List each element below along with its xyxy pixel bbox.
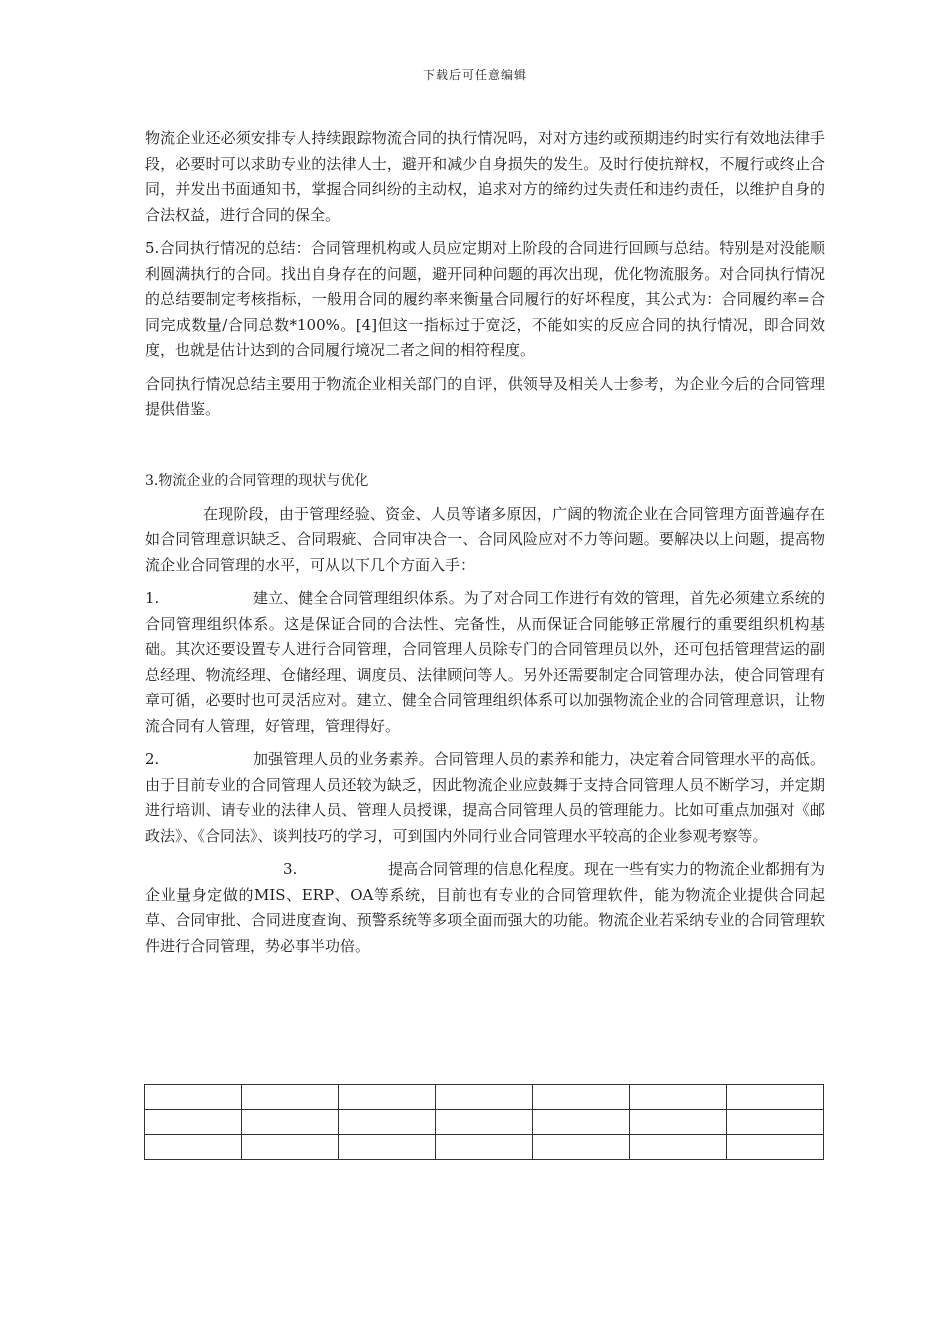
table-row	[145, 1135, 824, 1160]
list-item-2-number: 2.	[145, 750, 160, 768]
table-cell	[242, 1135, 339, 1160]
table-cell	[436, 1085, 533, 1110]
table-cell	[339, 1110, 436, 1135]
table-cell	[339, 1085, 436, 1110]
table-cell	[727, 1085, 824, 1110]
list-item-2	[145, 747, 825, 849]
table-row	[145, 1085, 824, 1110]
table-cell	[145, 1110, 242, 1135]
list-item-1-number: 1.	[145, 589, 160, 607]
list-item-3	[145, 857, 825, 959]
paragraph-current-status: 在现阶段，由于管理经验、资金、人员等诸多原因，广阔的物流企业在合同管理方面普遍存在如合同管理意识缺乏、合同瑕疵、合同审决合一、合同风险应对不力等问题。要解决以上问题，提高物流企业合同管理的水平，可从以下几个方面入手：	[145, 504, 825, 574]
table-cell	[436, 1110, 533, 1135]
list-item-1-text: 建立、健全合同管理组织体系。为了对合同工作进行有效的管理，首先必须建立系统的合同管理组织体系。这是保证合同的合法性、完备性，从而保证合同能够正常履行的重要组织机构基础。其次还要设置专人进行合同管理，合同管理人员除专门的合同管理员以外，还可包括管理营运的副总经理、物流经理、仓储经理、调度员、法律顾问等人。另外还需要制定合同管理办法，使合同管理有章可循，必要时也可灵活应对。建立、健全合同管理组织体系可以加强物流企业的合同管理意识，让物流合同有人管理，好管理，管理得好。	[145, 589, 825, 735]
list-item-3-text: 提高合同管理的信息化程度。现在一些有实力的物流企业都拥有为企业量身定做的MIS、ERP、OA等系统，目前也有专业的合同管理软件，能为物流企业提供合同起草、合同审批、合同进度查询、预警系统等多项全面而强大的功能。物流企业若采纳专业的合同管理软件进行合同管理，势必事半功倍。	[145, 860, 825, 955]
paragraph-summary-usage: 合同执行情况总结主要用于物流企业相关部门的自评，供领导及相关人士参考，为企业今后的合同管理提供借鉴。	[145, 374, 825, 418]
page-header: 下载后可任意编辑	[422, 68, 527, 82]
list-item-2-text: 加强管理人员的业务素养。合同管理人员的素养和能力，决定着合同管理水平的高低。由于目前专业的合同管理人员还较为缺乏，因此物流企业应鼓舞于支持合同管理人员不断学习，并定期进行培训、请专业的法律人员、管理人员授课，提高合同管理人员的管理能力。比如可重点加强对《邮政法》、《合同法》、谈判技巧的学习，可到国内外同行业合同管理水平较高的企业参观考察等。	[145, 750, 825, 845]
table-cell	[533, 1135, 630, 1160]
table-cell	[242, 1085, 339, 1110]
section-title: 3.物流企业的合同管理的现状与优化	[145, 472, 369, 489]
list-item-3-number: 3.	[283, 860, 298, 878]
table-cell	[630, 1135, 727, 1160]
table-row	[145, 1110, 824, 1135]
table-cell	[242, 1110, 339, 1135]
table-cell	[630, 1085, 727, 1110]
table-cell	[145, 1085, 242, 1110]
empty-table	[144, 1084, 824, 1160]
list-item-1	[145, 586, 825, 739]
table-cell	[436, 1135, 533, 1160]
table-cell	[339, 1135, 436, 1160]
document-body	[145, 126, 825, 959]
paragraph-contract-summary: 5.合同执行情况的总结：合同管理机构或人员应定期对上阶段的合同进行回顾与总结。特别是对没能顺利圆满执行的合同。找出自身存在的问题，避开同种问题的再次出现，优化物流服务。对合同执行情况的总结要制定考核指标，一般用合同的履约率来衡量合同履行的好坏程度，其公式为：合同履约率=合同完成数量/合同总数*100%。[4]但这一指标过于宽泛，不能如实的反应合同的执行情况，即合同效度，也就是估计达到的合同履行境况二者之间的相符程度。	[145, 239, 825, 359]
paragraph-contract-tracking: 物流企业还必须安排专人持续跟踪物流合同的执行情况吗，对对方违约或预期违约时实行有效地法律手段，必要时可以求助专业的法律人士，避开和减少自身损失的发生。及时行使抗辩权，不履行或终止合同，并发出书面通知书，掌握合同纠纷的主动权，追求对方的缔约过失责任和违约责任，以维护自身的合法权益，进行合同的保全。	[145, 129, 825, 224]
table-cell	[533, 1110, 630, 1135]
table-cell	[727, 1135, 824, 1160]
table-cell	[145, 1135, 242, 1160]
table-cell	[630, 1110, 727, 1135]
table-cell	[533, 1085, 630, 1110]
table-cell	[727, 1110, 824, 1135]
